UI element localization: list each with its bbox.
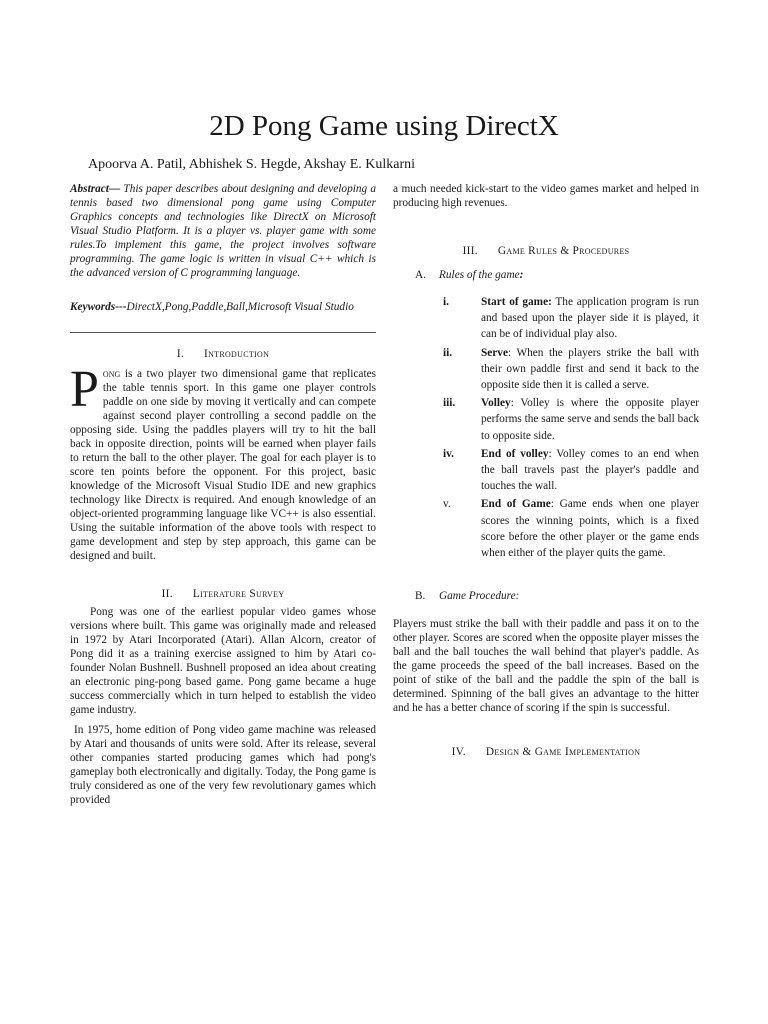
subsection-number: B. <box>415 590 426 603</box>
keywords <box>70 300 376 314</box>
introduction-text: is a two player two dimensional game that replicates the table tennis sport. In this game one player controls paddle on one side by moving it vertically and can compete against second player controlling a second paddle on the opposing side. Using the paddles players will try to hit the ball back in opposite direction, points will be earned when player fails to return the ball to the other player. The goal for each player is to score ten points before the opponent. For this project, basic knowledge of the Microsoft Visual Studio IDE and new graphics technology like Directx is required. And enough knowledge of an object-oriented programming language like VC++ is also essential. Using the suitable information of the above tools with respect to game development and step by step approach, this game can be designed and built. <box>70 368 376 562</box>
section-heading-literature-survey <box>70 587 376 601</box>
drop-cap: P <box>70 361 99 418</box>
list-marker: iii. <box>443 397 456 410</box>
list-item <box>393 294 699 343</box>
section-title: Introduction <box>204 348 270 360</box>
section-heading-introduction <box>70 347 376 361</box>
rule-text: : Volley is where the opposite player performs the same serve and sends the ball back to opposite side. <box>481 397 699 442</box>
rule-text: The application program is run and based upon the player side it is played, it can be of individual play also. <box>481 296 699 341</box>
procedure-paragraph: Players must strike the ball with their paddle and pass it on to the other player. Scores are scored when the opposite player misses the ball and the ball touches the wall behind that player's paddle. As the game proceeds the speed of the ball increases. Based on the point of stike of the ball and the paddle the spin of the ball is determined. Spinning of the ball gives an advantage to the hitter and he has a better chance of scoring if the spin is successful. <box>393 618 699 715</box>
section-number: I. <box>176 348 185 360</box>
subsection-title: Rules of the game <box>439 269 520 281</box>
list-item <box>393 446 699 495</box>
list-item <box>393 395 699 444</box>
author-list: Apoorva A. Patil, Abhishek S. Hegde, Akshay E. Kulkarni <box>88 157 416 172</box>
section-heading-game-rules <box>393 244 699 258</box>
rule-text: : When the players strike the ball with their own paddle first and send it back to the opposite side then it is called a serve. <box>481 346 699 392</box>
literature-paragraph-2: In 1975, home edition of Pong video game machine was released by Atari and thousands of units were sold. After its release, several other companies started producing games which had pong's gameplay both electronically and digitally. Today, the Pong game is truly considered as one of the very few revolutionary games which provided <box>70 724 376 806</box>
list-marker: i. <box>443 296 449 308</box>
abstract-text: This paper describes about designing and developing a tennis based two dimensional pong game using Computer Graphics concepts and technologies like DirectX on Microsoft Visual Studio Platform. It is a player vs. player game with some rules.To implement this game, the project involves software programming. The game logic is written in visual C++ which is the advanced version of C programming language. <box>70 183 376 279</box>
section-number: III. <box>462 245 478 257</box>
rule-lead: Serve <box>481 346 508 359</box>
list-item <box>393 496 699 561</box>
abstract <box>70 182 376 280</box>
rule-text: : Volley comes to an end when the ball travels past the player's paddle and touches the wall. <box>481 447 699 493</box>
left-column <box>70 182 376 807</box>
section-title: Literature Survey <box>192 588 285 600</box>
section-number: IV. <box>451 746 466 759</box>
literature-paragraph-1: Pong was one of the earliest popular video games whose versions where built. This game was originally made and released in 1972 by Atari Incorporated (Atari). Allan Alcorn, creator of Pong did it as a training exercise assigned to him by Atari co-founder Nolan Bushnell. Bushnell proposed an idea about creating an electronic ping-pong based game. Pong game became a huge success commercially which in turn helped to establish the video game industry. <box>70 606 376 716</box>
abstract-label: Abstract <box>70 183 109 195</box>
rules-list <box>393 294 699 561</box>
right-column <box>393 182 699 759</box>
subsection-heading-procedure <box>393 589 699 603</box>
section-number: II. <box>161 588 173 600</box>
keywords-label: Keywords <box>70 301 116 313</box>
literature-paragraph-2-continued: a much needed kick-start to the video games market and helped in producing high revenues. <box>393 183 699 209</box>
keywords-text: DirectX,Pong,Paddle,Ball,Microsoft Visual Studio <box>126 301 354 313</box>
paper-title: 2D Pong Game using DirectX <box>209 110 559 142</box>
section-heading-design <box>393 745 699 759</box>
abstract-divider <box>70 332 376 333</box>
rule-lead: Volley <box>481 397 511 410</box>
rule-text: : Game ends when one player scores the winning points, which is a fixed score before the other player or the game ends when either of the player quits the game. <box>481 498 699 560</box>
rule-lead: End of Game <box>481 498 551 511</box>
list-marker: iv. <box>443 447 454 460</box>
rule-lead: Start of game: <box>481 296 552 308</box>
list-marker: v. <box>443 498 451 511</box>
subsection-heading-rules <box>393 268 699 282</box>
abstract-dash: — <box>108 183 124 195</box>
section-title: Game Rules & Procedures <box>497 245 630 257</box>
keywords-dash: --- <box>115 301 127 313</box>
section-title: Design & Game Implementation <box>485 746 641 759</box>
introduction-paragraph <box>70 361 376 563</box>
rule-lead: End of volley <box>481 447 549 460</box>
subsection-colon: : <box>519 269 524 281</box>
first-word-rest: ong <box>102 368 121 380</box>
subsection-number: A. <box>415 269 426 281</box>
list-marker: ii. <box>443 346 453 359</box>
list-item <box>393 345 699 394</box>
subsection-title: Game Procedure: <box>439 590 520 603</box>
